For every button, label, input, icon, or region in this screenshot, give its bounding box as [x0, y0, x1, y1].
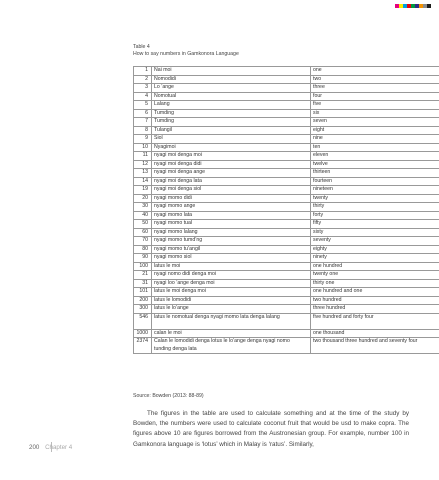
english-cell: two hundred [311, 296, 439, 305]
number-cell: 3 [134, 84, 152, 93]
gamkonora-cell: Tulangil [152, 126, 311, 135]
gamkonora-cell: Tumding [152, 118, 311, 127]
table-row [134, 313, 439, 329]
table-row [134, 271, 439, 280]
table-source: Source: Bowden (2013: 88-89) [133, 393, 204, 399]
gamkonora-cell: nyagi moi denga moi [152, 152, 311, 161]
table-row [134, 279, 439, 288]
english-cell: thirty [311, 203, 439, 212]
table-row [134, 329, 439, 338]
table-row [134, 203, 439, 212]
table-row [134, 126, 439, 135]
number-cell: 11 [134, 152, 152, 161]
gamkonora-cell: nyagi momo lalang [152, 228, 311, 237]
english-cell: seven [311, 118, 439, 127]
gamkonora-cell: nyagi momo lata [152, 211, 311, 220]
english-cell: five [311, 101, 439, 110]
number-cell: 13 [134, 169, 152, 178]
english-cell: nine [311, 135, 439, 144]
english-cell: four [311, 92, 439, 101]
page-number: 200 [29, 444, 40, 451]
gamkonora-cell: nyagi nomo didi denga moi [152, 271, 311, 280]
gamkonora-cell: nyagi momo didi [152, 194, 311, 203]
gamkonora-cell: latus le moi [152, 262, 311, 271]
english-cell: one hundred [311, 262, 439, 271]
gamkonora-cell: latus le lo’ange [152, 305, 311, 314]
table-row [134, 288, 439, 297]
english-cell: twelve [311, 160, 439, 169]
number-cell: 7 [134, 118, 152, 127]
english-cell: one hundred and one [311, 288, 439, 297]
number-cell: 12 [134, 160, 152, 169]
table-row [134, 220, 439, 229]
number-cell: 70 [134, 237, 152, 246]
number-cell: 100 [134, 262, 152, 271]
number-cell: 19 [134, 186, 152, 195]
table-title: How to say numbers in Gamkonora Language [133, 51, 239, 57]
table-row [134, 67, 439, 76]
gamkonora-cell: calan le moi [152, 329, 311, 338]
english-cell: ten [311, 143, 439, 152]
number-cell: 6 [134, 109, 152, 118]
gamkonora-cell: nyagi moi denga lata [152, 177, 311, 186]
number-cell: 8 [134, 126, 152, 135]
english-cell: nineteen [311, 186, 439, 195]
table-row [134, 338, 439, 354]
number-cell: 20 [134, 194, 152, 203]
number-cell: 40 [134, 211, 152, 220]
gamkonora-cell: nyagi moi denga siol [152, 186, 311, 195]
gamkonora-cell: Siol [152, 135, 311, 144]
english-cell: one [311, 67, 439, 76]
gamkonora-cell: nyagi momo siol [152, 254, 311, 263]
number-cell: 300 [134, 305, 152, 314]
gamkonora-cell: nyagi moi denga didi [152, 160, 311, 169]
number-cell: 80 [134, 245, 152, 254]
english-cell: two thousand three hundred and seventy four [311, 338, 439, 354]
table-row [134, 194, 439, 203]
english-cell: three hundred [311, 305, 439, 314]
gamkonora-cell: nyagi moi denga ange [152, 169, 311, 178]
number-cell: 31 [134, 279, 152, 288]
table-row [134, 254, 439, 263]
table-row [134, 305, 439, 314]
number-cell: 2374 [134, 338, 152, 354]
number-cell: 90 [134, 254, 152, 263]
number-cell: 10 [134, 143, 152, 152]
gamkonora-cell: nyagi momo tumd’ng [152, 237, 311, 246]
english-cell: ninety [311, 254, 439, 263]
gamkonora-cell: Lalang [152, 101, 311, 110]
table-row [134, 118, 439, 127]
table-row [134, 160, 439, 169]
number-cell: 1000 [134, 329, 152, 338]
number-cell: 14 [134, 177, 152, 186]
table-row [134, 143, 439, 152]
english-cell: twenty [311, 194, 439, 203]
number-cell: 546 [134, 313, 152, 329]
color-registration-bar [395, 4, 431, 8]
english-cell: fourteen [311, 177, 439, 186]
table-row [134, 245, 439, 254]
table-label: Table 4 [133, 44, 150, 50]
gamkonora-cell: Nomodidi [152, 75, 311, 84]
table-row [134, 177, 439, 186]
english-cell: twenty one [311, 271, 439, 280]
table-row [134, 237, 439, 246]
gamkonora-cell: Nai moi [152, 67, 311, 76]
gamkonora-cell: nyagi loo ’ange denga moi [152, 279, 311, 288]
table-row [134, 152, 439, 161]
number-cell: 21 [134, 271, 152, 280]
page-footer [29, 444, 72, 451]
english-cell: three [311, 84, 439, 93]
gamkonora-cell: Nomotual [152, 92, 311, 101]
gamkonora-cell: nyagi momo tual [152, 220, 311, 229]
table-row [134, 92, 439, 101]
table-row [134, 169, 439, 178]
gamkonora-cell: Tumding [152, 109, 311, 118]
number-cell: 50 [134, 220, 152, 229]
english-cell: fifty [311, 220, 439, 229]
number-cell: 2 [134, 75, 152, 84]
english-cell: six [311, 109, 439, 118]
english-cell: sixty [311, 228, 439, 237]
gamkonora-cell: latus le lomodidi [152, 296, 311, 305]
chapter-label: Chapter 4 [45, 444, 73, 451]
english-cell: eight [311, 126, 439, 135]
number-cell: 60 [134, 228, 152, 237]
number-cell: 30 [134, 203, 152, 212]
numbers-table [133, 66, 439, 354]
gamkonora-cell: latus le nomotual denga nyagi momo lata denga lalang [152, 313, 311, 329]
english-cell: thirty one [311, 279, 439, 288]
english-cell: one thousand [311, 329, 439, 338]
number-cell: 1 [134, 67, 152, 76]
gamkonora-cell: Nyagimoi [152, 143, 311, 152]
gamkonora-cell: Calan le lomodidi denga lotus le lo’ange denga nyagi nomo tunding denga lata [152, 338, 311, 354]
table-row [134, 262, 439, 271]
gamkonora-cell: nyagi momo tu’angil [152, 245, 311, 254]
english-cell: seventy [311, 237, 439, 246]
number-cell: 4 [134, 92, 152, 101]
table-row [134, 211, 439, 220]
gamkonora-cell: latus le moi denga moi [152, 288, 311, 297]
english-cell: forty [311, 211, 439, 220]
table-row [134, 109, 439, 118]
number-cell: 200 [134, 296, 152, 305]
table-row [134, 101, 439, 110]
number-cell: 101 [134, 288, 152, 297]
table-row [134, 75, 439, 84]
english-cell: eleven [311, 152, 439, 161]
table-row [134, 296, 439, 305]
gamkonora-cell: Lo ’ange [152, 84, 311, 93]
english-cell: five hundred and forty four [311, 313, 439, 329]
table-row [134, 84, 439, 93]
number-cell: 9 [134, 135, 152, 144]
table-row [134, 135, 439, 144]
table-row [134, 228, 439, 237]
english-cell: eighty [311, 245, 439, 254]
color-swatch [427, 4, 431, 8]
number-cell: 5 [134, 101, 152, 110]
english-cell: two [311, 75, 439, 84]
body-paragraph: The figures in the table are used to calculate something and at the time of the study by Bowden, the numbers were used to calculate coconut fruit that would be usd to make copra. The figures above 10 are figures borrowed from the Austronesian group. For example, number 100 in Gamkonora language is ‘lotus’ which in Malay is ‘ratus’. Similarly, [133, 410, 409, 448]
table-row [134, 186, 439, 195]
english-cell: thirteen [311, 169, 439, 178]
gamkonora-cell: nyagi momo ange [152, 203, 311, 212]
